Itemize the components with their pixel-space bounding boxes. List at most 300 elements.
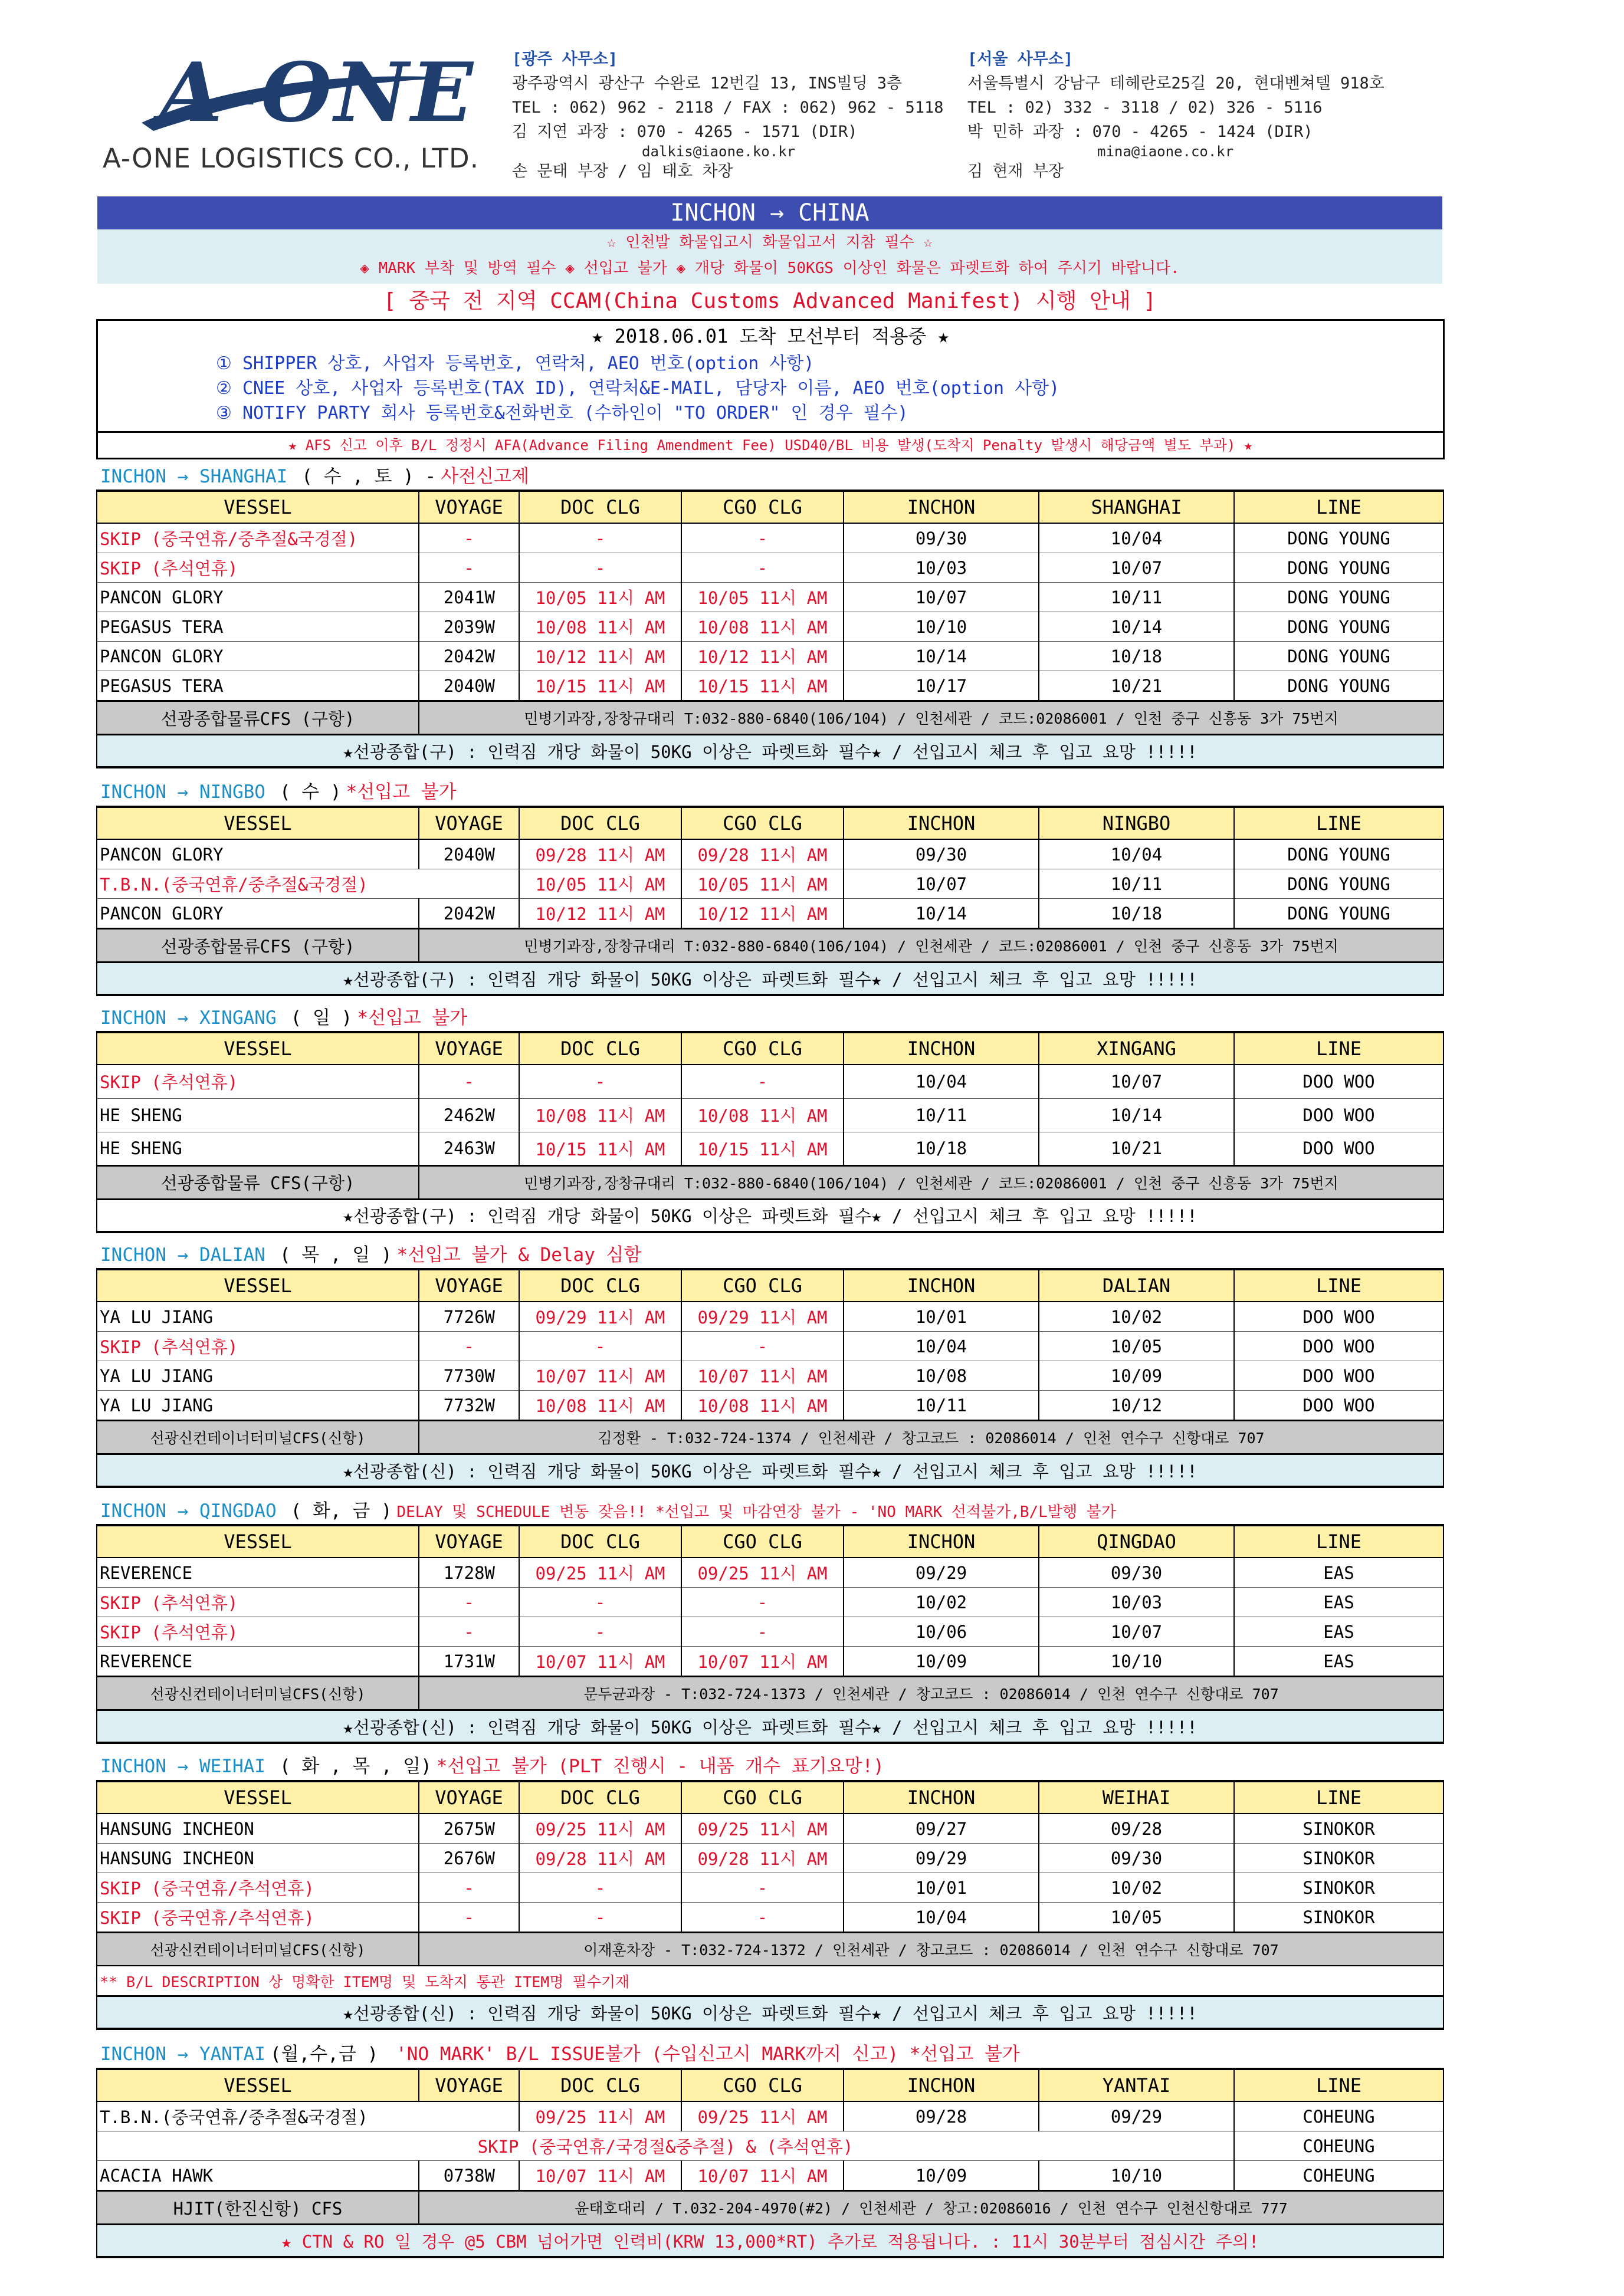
col-vessel: VESSEL — [97, 1781, 419, 1814]
voyage-cell: 7732W — [419, 1391, 519, 1421]
col-voyage: VOYAGE — [419, 491, 519, 523]
cfs-name: 선광신컨테이너터미널CFS(신항) — [97, 1421, 419, 1454]
col-cgo-clg: CGO CLG — [681, 491, 844, 523]
company-name: A-ONE LOGISTICS CO., LTD. — [103, 143, 479, 174]
voyage-cell: 2040W — [419, 671, 519, 701]
route-note: *선입고 불가 — [357, 1007, 468, 1029]
table-row — [97, 1558, 1443, 1588]
cfs-row — [97, 701, 1443, 735]
route-note: 사전신고제 — [441, 466, 529, 487]
description-note: ** B/L DESCRIPTION 상 명확한 ITEM명 및 도착지 통관 ITEM명 필수기재 — [97, 1966, 1443, 1996]
cgo-clg-cell: - — [681, 1873, 844, 1903]
pallet-note: ★선광종합(신) : 인력짐 개당 화물이 50KG 이상은 파렛트화 필수★ / 선입고시 체크 후 입고 요망 !!!!! — [97, 1710, 1443, 1743]
destination-date-cell: 10/02 — [1039, 1302, 1234, 1332]
vessel-cell: SKIP (중국연휴/추석연휴) — [97, 1873, 419, 1903]
table-row — [97, 523, 1443, 553]
line-cell: COHEUNG — [1234, 2101, 1443, 2131]
col-inchon: INCHON — [844, 1525, 1039, 1558]
col-doc-clg: DOC CLG — [519, 807, 681, 839]
cfs-name: 선광신컨테이너터미널CFS(신항) — [97, 1677, 419, 1710]
col-destination: QINGDAO — [1039, 1525, 1234, 1558]
col-line: LINE — [1234, 807, 1443, 839]
col-destination: NINGBO — [1039, 807, 1234, 839]
doc-clg-cell: 09/28 11시 AM — [519, 1844, 681, 1873]
route-label: INCHON → QINGDAO — [100, 1500, 277, 1522]
line-cell: SINOKOR — [1234, 1903, 1443, 1933]
col-cgo-clg: CGO CLG — [681, 1781, 844, 1814]
col-voyage: VOYAGE — [419, 1781, 519, 1814]
vessel-cell: T.B.N.(중국연휴/중추절&국경절) — [97, 869, 519, 899]
col-inchon: INCHON — [844, 1781, 1039, 1814]
cgo-clg-cell: 10/12 11시 AM — [681, 642, 844, 671]
doc-clg-cell: 10/12 11시 AM — [519, 899, 681, 929]
pallet-note: ★선광종합(신) : 인력짐 개당 화물이 50KG 이상은 파렛트화 필수★ / 선입고시 체크 후 입고 요망 !!!!! — [97, 1996, 1443, 2029]
line-cell: DONG YOUNG — [1234, 899, 1443, 929]
destination-date-cell: 10/05 — [1039, 1332, 1234, 1361]
table-row — [97, 642, 1443, 671]
vessel-cell: HE SHENG — [97, 1132, 419, 1165]
vessel-cell: PEGASUS TERA — [97, 671, 419, 701]
dalian-schedule-table — [96, 1268, 1444, 1488]
cgo-clg-cell: - — [681, 1903, 844, 1933]
office-contact: 김 지연 과장 : 070 - 4265 - 1571 (DIR) — [512, 123, 858, 141]
destination-date-cell: 10/14 — [1039, 1098, 1234, 1132]
route-note: *선입고 불가 & Delay 심함 — [396, 1244, 642, 1266]
cgo-clg-cell: 10/08 11시 AM — [681, 1098, 844, 1132]
office-title: [광주 사무소] — [512, 50, 618, 68]
voyage-cell: - — [419, 1903, 519, 1933]
ningbo-schedule-table — [96, 806, 1444, 996]
col-cgo-clg: CGO CLG — [681, 1525, 844, 1558]
shanghai-heading — [100, 465, 529, 488]
cgo-clg-cell: 10/05 11시 AM — [681, 869, 844, 899]
table-row — [97, 1873, 1443, 1903]
cgo-clg-cell: - — [681, 1617, 844, 1647]
cfs-info: 윤태호대리 / T.032-204-4970(#2) / 인천세관 / 창고:02086016 / 인천 연수구 인천신항대로 777 — [419, 2191, 1443, 2225]
notice-line-1: ☆ 인천발 화물입고시 화물입고서 지참 필수 ☆ — [606, 234, 933, 251]
col-destination: WEIHAI — [1039, 1781, 1234, 1814]
vessel-cell: PANCON GLORY — [97, 583, 419, 612]
doc-clg-cell: 09/25 11시 AM — [519, 2101, 681, 2131]
col-cgo-clg: CGO CLG — [681, 1032, 844, 1065]
ccam-box — [96, 319, 1445, 459]
cgo-clg-cell: - — [681, 1588, 844, 1617]
vessel-cell: SKIP (추석연휴) — [97, 1332, 419, 1361]
cgo-clg-cell: 09/25 11시 AM — [681, 2101, 844, 2131]
cgo-clg-cell: 10/07 11시 AM — [681, 1647, 844, 1677]
ccam-item-2: ② CNEE 상호, 사업자 등록번호(TAX ID), 연락처&E-MAIL, 담당자 이름, AEO 번호(option 사항) — [216, 378, 1060, 399]
route-note: DELAY 및 SCHEDULE 변동 잦음!! *선입고 및 마감연장 불가 - 'NO MARK 선적불가,B/L발행 불가 — [396, 1503, 1116, 1521]
col-vessel: VESSEL — [97, 807, 419, 839]
voyage-cell: - — [419, 1332, 519, 1361]
cfs-row — [97, 1933, 1443, 1966]
cfs-info: 민병기과장,장창규대리 T:032-880-6840(106/104) / 인천세관 / 코드:02086001 / 인천 중구 신흥동 3가 75번지 — [419, 929, 1443, 963]
route-days: ( 수 ) — [279, 781, 342, 803]
office-email[interactable]: mina@iaone.co.kr — [1097, 143, 1234, 160]
table-row — [97, 612, 1443, 642]
vessel-cell: T.B.N.(중국연휴/중추절&국경절) — [97, 2101, 519, 2131]
doc-clg-cell: 10/07 11시 AM — [519, 1361, 681, 1391]
yantai-heading — [100, 2042, 1020, 2066]
pallet-note: ★선광종합(구) : 인력짐 개당 화물이 50KG 이상은 파렛트화 필수★ / 선입고시 체크 후 입고 요망 !!!!! — [97, 1199, 1443, 1232]
ccam-head: ★ 2018.06.01 도착 모선부터 적용중 ★ — [592, 325, 949, 347]
vessel-cell: REVERENCE — [97, 1558, 419, 1588]
cgo-clg-cell: 10/12 11시 AM — [681, 899, 844, 929]
voyage-cell: 1728W — [419, 1558, 519, 1588]
destination-date-cell: 10/10 — [1039, 2161, 1234, 2191]
line-cell: EAS — [1234, 1617, 1443, 1647]
cgo-clg-cell: 10/08 11시 AM — [681, 1391, 844, 1421]
table-header-row — [97, 2069, 1443, 2101]
qingdao-schedule-table — [96, 1524, 1444, 1744]
doc-clg-cell: - — [519, 1588, 681, 1617]
cfs-row — [97, 2191, 1443, 2225]
destination-date-cell: 10/14 — [1039, 612, 1234, 642]
table-header-row — [97, 807, 1443, 839]
col-inchon: INCHON — [844, 491, 1039, 523]
line-cell: EAS — [1234, 1647, 1443, 1677]
col-inchon: INCHON — [844, 1032, 1039, 1065]
xingang-schedule-table — [96, 1031, 1444, 1233]
table-row — [97, 1814, 1443, 1844]
cgo-clg-cell: - — [681, 1332, 844, 1361]
voyage-cell: 2039W — [419, 612, 519, 642]
office-tel: TEL : 02) 332 - 3118 / 02) 326 - 5116 — [967, 98, 1323, 117]
doc-clg-cell: - — [519, 1065, 681, 1098]
table-row — [97, 839, 1443, 869]
table-row — [97, 1332, 1443, 1361]
cfs-info: 김정환 - T:032-724-1374 / 인천세관 / 창고코드 : 02086014 / 인천 연수구 신항대로 707 — [419, 1421, 1443, 1454]
voyage-cell: - — [419, 553, 519, 583]
pallet-note-row — [97, 963, 1443, 996]
col-line: LINE — [1234, 491, 1443, 523]
col-destination: SHANGHAI — [1039, 491, 1234, 523]
line-cell: DOO WOO — [1234, 1132, 1443, 1165]
table-row — [97, 1647, 1443, 1677]
voyage-cell: - — [419, 1588, 519, 1617]
cgo-clg-cell: - — [681, 1065, 844, 1098]
destination-date-cell: 09/30 — [1039, 1844, 1234, 1873]
vessel-cell: HANSUNG INCHEON — [97, 1844, 419, 1873]
line-cell: DONG YOUNG — [1234, 523, 1443, 553]
cgo-clg-cell: - — [681, 523, 844, 553]
table-row — [97, 2101, 1443, 2131]
ningbo-heading — [100, 780, 457, 804]
col-destination: XINGANG — [1039, 1032, 1234, 1065]
table-header-row — [97, 1781, 1443, 1814]
vessel-cell: HE SHENG — [97, 1098, 419, 1132]
inchon-date-cell: 09/28 — [844, 2101, 1039, 2131]
weihai-schedule-table — [96, 1780, 1444, 2030]
col-line: LINE — [1234, 1269, 1443, 1302]
table-header-row — [97, 491, 1443, 523]
col-cgo-clg: CGO CLG — [681, 1269, 844, 1302]
line-cell: SINOKOR — [1234, 1844, 1443, 1873]
notice-box — [97, 229, 1442, 284]
cgo-clg-cell: 09/29 11시 AM — [681, 1302, 844, 1332]
doc-clg-cell: 10/05 11시 AM — [519, 583, 681, 612]
inchon-date-cell: 10/01 — [844, 1302, 1039, 1332]
route-banner: INCHON → CHINA — [97, 196, 1442, 229]
pallet-note: ★선광종합(신) : 인력짐 개당 화물이 50KG 이상은 파렛트화 필수★ / 선입고시 체크 후 입고 요망 !!!!! — [97, 1454, 1443, 1487]
col-cgo-clg: CGO CLG — [681, 2069, 844, 2101]
col-vessel: VESSEL — [97, 1269, 419, 1302]
vessel-cell: SKIP (추석연휴) — [97, 553, 419, 583]
doc-clg-cell: 10/05 11시 AM — [519, 869, 681, 899]
voyage-cell: 2676W — [419, 1844, 519, 1873]
inchon-date-cell: 10/04 — [844, 1332, 1039, 1361]
line-cell: DOO WOO — [1234, 1065, 1443, 1098]
shanghai-schedule-table — [96, 490, 1444, 768]
footer-note-row — [97, 2225, 1443, 2258]
cfs-row — [97, 929, 1443, 963]
table-row — [97, 899, 1443, 929]
inchon-date-cell: 10/07 — [844, 869, 1039, 899]
pallet-note-row — [97, 1996, 1443, 2029]
col-doc-clg: DOC CLG — [519, 1032, 681, 1065]
table-row — [97, 671, 1443, 701]
table-row — [97, 553, 1443, 583]
cgo-clg-cell: 10/15 11시 AM — [681, 1132, 844, 1165]
cgo-clg-cell: 10/15 11시 AM — [681, 671, 844, 701]
inchon-date-cell: 10/14 — [844, 642, 1039, 671]
doc-clg-cell: - — [519, 1332, 681, 1361]
footer-note: ★ CTN & RO 일 경우 @5 CBM 넘어가면 인력비(KRW 13,000*RT) 추가로 적용됩니다. : 11시 30분부터 점심시간 주의! — [97, 2225, 1443, 2258]
line-cell: DONG YOUNG — [1234, 583, 1443, 612]
doc-clg-cell: - — [519, 1903, 681, 1933]
cfs-name: 선광신컨테이너터미널CFS(신항) — [97, 1933, 419, 1966]
vessel-cell: SKIP (추석연휴) — [97, 1588, 419, 1617]
seoul-office — [967, 47, 1384, 183]
col-doc-clg: DOC CLG — [519, 2069, 681, 2101]
pallet-note: ★선광종합(구) : 인력짐 개당 화물이 50KG 이상은 파렛트화 필수★ / 선입고시 체크 후 입고 요망 !!!!! — [97, 735, 1443, 768]
inchon-date-cell: 10/04 — [844, 1903, 1039, 1933]
inchon-date-cell: 10/14 — [844, 899, 1039, 929]
route-label: INCHON → SHANGHAI — [100, 466, 288, 487]
vessel-cell: YA LU JIANG — [97, 1391, 419, 1421]
col-voyage: VOYAGE — [419, 1525, 519, 1558]
destination-date-cell: 10/10 — [1039, 1647, 1234, 1677]
table-row — [97, 1391, 1443, 1421]
line-cell: DOO WOO — [1234, 1332, 1443, 1361]
col-inchon: INCHON — [844, 2069, 1039, 2101]
inchon-date-cell: 10/09 — [844, 1647, 1039, 1677]
cfs-info: 이재훈차장 - T:032-724-1372 / 인천세관 / 창고코드 : 02086014 / 인천 연수구 신항대로 707 — [419, 1933, 1443, 1966]
table-row — [97, 869, 1443, 899]
inchon-date-cell: 09/30 — [844, 839, 1039, 869]
vessel-cell: SKIP (중국연휴/추석연휴) — [97, 1903, 419, 1933]
table-row — [97, 1844, 1443, 1873]
route-days: ( 목 , 일 ) — [279, 1244, 392, 1266]
pallet-note-row — [97, 735, 1443, 768]
cgo-clg-cell: - — [681, 553, 844, 583]
line-cell: DOO WOO — [1234, 1361, 1443, 1391]
col-inchon: INCHON — [844, 1269, 1039, 1302]
col-line: LINE — [1234, 2069, 1443, 2101]
cfs-row — [97, 1677, 1443, 1710]
vessel-cell: SKIP (중국연휴/중추절&국경절) — [97, 523, 419, 553]
voyage-cell: 2041W — [419, 583, 519, 612]
office-title: [서울 사무소] — [967, 50, 1074, 68]
route-days: ( 일 ) — [290, 1007, 353, 1029]
route-days: ( 화 , 목 , 일) — [279, 1756, 432, 1777]
office-email[interactable]: dalkis@iaone.ko.kr — [642, 143, 796, 160]
cfs-row — [97, 1421, 1443, 1454]
destination-date-cell: 10/04 — [1039, 523, 1234, 553]
office-address: 서울특별시 강남구 테헤란로25길 20, 현대벤쳐텔 918호 — [967, 74, 1384, 93]
destination-date-cell: 10/18 — [1039, 899, 1234, 929]
line-cell: DONG YOUNG — [1234, 839, 1443, 869]
inchon-date-cell: 10/04 — [844, 1065, 1039, 1098]
cfs-info: 민병기과장,장창규대리 T:032-880-6840(106/104) / 인천세관 / 코드:02086001 / 인천 중구 신흥동 3가 75번지 — [419, 1165, 1443, 1199]
voyage-cell: - — [419, 1873, 519, 1903]
col-vessel: VESSEL — [97, 1032, 419, 1065]
cgo-clg-cell: 09/25 11시 AM — [681, 1558, 844, 1588]
voyage-cell: 7730W — [419, 1361, 519, 1391]
destination-date-cell: 10/09 — [1039, 1361, 1234, 1391]
yantai-schedule-table — [96, 2068, 1444, 2258]
line-cell: DOO WOO — [1234, 1391, 1443, 1421]
vessel-cell: REVERENCE — [97, 1647, 419, 1677]
vessel-cell: PEGASUS TERA — [97, 612, 419, 642]
voyage-cell: 2042W — [419, 899, 519, 929]
destination-date-cell: 10/21 — [1039, 671, 1234, 701]
voyage-cell: 7726W — [419, 1302, 519, 1332]
line-cell: DONG YOUNG — [1234, 642, 1443, 671]
inchon-date-cell: 10/09 — [844, 2161, 1039, 2191]
notice-line-2: ◈ MARK 부착 및 방역 필수 ◈ 선입고 불가 ◈ 개당 화물이 50KGS 이상인 화물은 파렛트화 하여 주시기 바랍니다. — [360, 260, 1180, 277]
voyage-cell: 2462W — [419, 1098, 519, 1132]
cfs-info: 민병기과장,장창규대리 T:032-880-6840(106/104) / 인천세관 / 코드:02086001 / 인천 중구 신흥동 3가 75번지 — [419, 701, 1443, 735]
cgo-clg-cell: 10/07 11시 AM — [681, 2161, 844, 2191]
line-cell: SINOKOR — [1234, 1873, 1443, 1903]
doc-clg-cell: 10/07 11시 AM — [519, 2161, 681, 2191]
destination-date-cell: 09/29 — [1039, 2101, 1234, 2131]
col-doc-clg: DOC CLG — [519, 1781, 681, 1814]
col-inchon: INCHON — [844, 807, 1039, 839]
vessel-cell: SKIP (추석연휴) — [97, 1617, 419, 1647]
line-cell: COHEUNG — [1234, 2131, 1443, 2161]
doc-clg-cell: 10/08 11시 AM — [519, 1098, 681, 1132]
col-line: LINE — [1234, 1032, 1443, 1065]
route-note: *선입고 불가 (PLT 진행시 - 내품 개수 표기요망!) — [436, 1756, 884, 1777]
office-tel: TEL : 062) 962 - 2118 / FAX : 062) 962 - 5118 — [512, 98, 944, 117]
vessel-cell: ACACIA HAWK — [97, 2161, 419, 2191]
col-destination: YANTAI — [1039, 2069, 1234, 2101]
doc-clg-cell: 09/29 11시 AM — [519, 1302, 681, 1332]
destination-date-cell: 10/04 — [1039, 839, 1234, 869]
inchon-date-cell: 10/06 — [844, 1617, 1039, 1647]
inchon-date-cell: 10/02 — [844, 1588, 1039, 1617]
inchon-date-cell: 10/03 — [844, 553, 1039, 583]
doc-clg-cell: - — [519, 1617, 681, 1647]
cgo-clg-cell: 09/28 11시 AM — [681, 1844, 844, 1873]
table-row — [97, 583, 1443, 612]
col-vessel: VESSEL — [97, 1525, 419, 1558]
table-row — [97, 1617, 1443, 1647]
table-row — [97, 2131, 1443, 2161]
voyage-cell: 0738W — [419, 2161, 519, 2191]
vessel-cell: YA LU JIANG — [97, 1302, 419, 1332]
table-row — [97, 1903, 1443, 1933]
table-row — [97, 1098, 1443, 1132]
ccam-item-3: ③ NOTIFY PARTY 회사 등록번호&전화번호 (수하인이 "TO ORDER" 인 경우 필수) — [216, 403, 908, 423]
table-row — [97, 1132, 1443, 1165]
line-cell: DONG YOUNG — [1234, 553, 1443, 583]
inchon-date-cell: 09/30 — [844, 523, 1039, 553]
pallet-note: ★선광종합(구) : 인력짐 개당 화물이 50KG 이상은 파렛트화 필수★ / 선입고시 체크 후 입고 요망 !!!!! — [97, 963, 1443, 996]
line-cell: SINOKOR — [1234, 1814, 1443, 1844]
line-cell: DOO WOO — [1234, 1302, 1443, 1332]
doc-clg-cell: - — [519, 1873, 681, 1903]
destination-date-cell: 10/11 — [1039, 869, 1234, 899]
inchon-date-cell: 09/29 — [844, 1844, 1039, 1873]
voyage-cell: 2040W — [419, 839, 519, 869]
line-cell: DONG YOUNG — [1234, 869, 1443, 899]
inchon-date-cell: 10/08 — [844, 1361, 1039, 1391]
inchon-date-cell: 10/10 — [844, 612, 1039, 642]
voyage-cell: 1731W — [419, 1647, 519, 1677]
logo-mark: A-ONE — [159, 44, 475, 140]
voyage-cell: - — [419, 1617, 519, 1647]
inchon-date-cell: 09/27 — [844, 1814, 1039, 1844]
col-voyage: VOYAGE — [419, 2069, 519, 2101]
doc-clg-cell: 10/07 11시 AM — [519, 1647, 681, 1677]
vessel-cell: PANCON GLORY — [97, 839, 419, 869]
destination-date-cell: 10/18 — [1039, 642, 1234, 671]
voyage-cell: 2675W — [419, 1814, 519, 1844]
col-vessel: VESSEL — [97, 491, 419, 523]
skip-note-cell: SKIP (중국연휴/국경절&중추절) & (추석연휴) — [97, 2131, 1234, 2161]
line-cell: EAS — [1234, 1558, 1443, 1588]
destination-date-cell: 10/02 — [1039, 1873, 1234, 1903]
inchon-date-cell: 10/01 — [844, 1873, 1039, 1903]
pallet-note-row — [97, 1710, 1443, 1743]
inchon-date-cell: 10/07 — [844, 583, 1039, 612]
cgo-clg-cell: 10/05 11시 AM — [681, 583, 844, 612]
inchon-date-cell: 10/11 — [844, 1098, 1039, 1132]
doc-clg-cell: 09/25 11시 AM — [519, 1814, 681, 1844]
col-voyage: VOYAGE — [419, 807, 519, 839]
route-label: INCHON → WEIHAI — [100, 1756, 265, 1777]
office-staff: 김 현재 부장 — [967, 162, 1064, 180]
route-label: INCHON → NINGBO — [100, 781, 265, 803]
office-contact: 박 민하 과장 : 070 - 4265 - 1424 (DIR) — [967, 123, 1313, 141]
doc-clg-cell: 09/25 11시 AM — [519, 1558, 681, 1588]
pallet-note-row — [97, 1199, 1443, 1232]
table-row — [97, 1361, 1443, 1391]
route-note: *선입고 불가 — [346, 781, 457, 803]
doc-clg-cell: 10/08 11시 AM — [519, 1391, 681, 1421]
office-staff: 손 문태 부장 / 임 태호 차장 — [512, 162, 733, 180]
col-doc-clg: DOC CLG — [519, 491, 681, 523]
doc-clg-cell: 10/08 11시 AM — [519, 612, 681, 642]
table-row — [97, 1065, 1443, 1098]
cgo-clg-cell: 10/08 11시 AM — [681, 612, 844, 642]
cfs-name: 선광종합물류CFS (구항) — [97, 929, 419, 963]
destination-date-cell: 10/05 — [1039, 1903, 1234, 1933]
destination-date-cell: 09/30 — [1039, 1558, 1234, 1588]
table-header-row — [97, 1032, 1443, 1065]
table-row — [97, 1588, 1443, 1617]
vessel-cell: YA LU JIANG — [97, 1361, 419, 1391]
table-header-row — [97, 1269, 1443, 1302]
line-cell: DONG YOUNG — [1234, 671, 1443, 701]
destination-date-cell: 10/12 — [1039, 1391, 1234, 1421]
destination-date-cell: 10/03 — [1039, 1588, 1234, 1617]
line-cell: COHEUNG — [1234, 2161, 1443, 2191]
cfs-info: 문두균과장 - T:032-724-1373 / 인천세관 / 창고코드 : 02086014 / 인천 연수구 신항대로 707 — [419, 1677, 1443, 1710]
